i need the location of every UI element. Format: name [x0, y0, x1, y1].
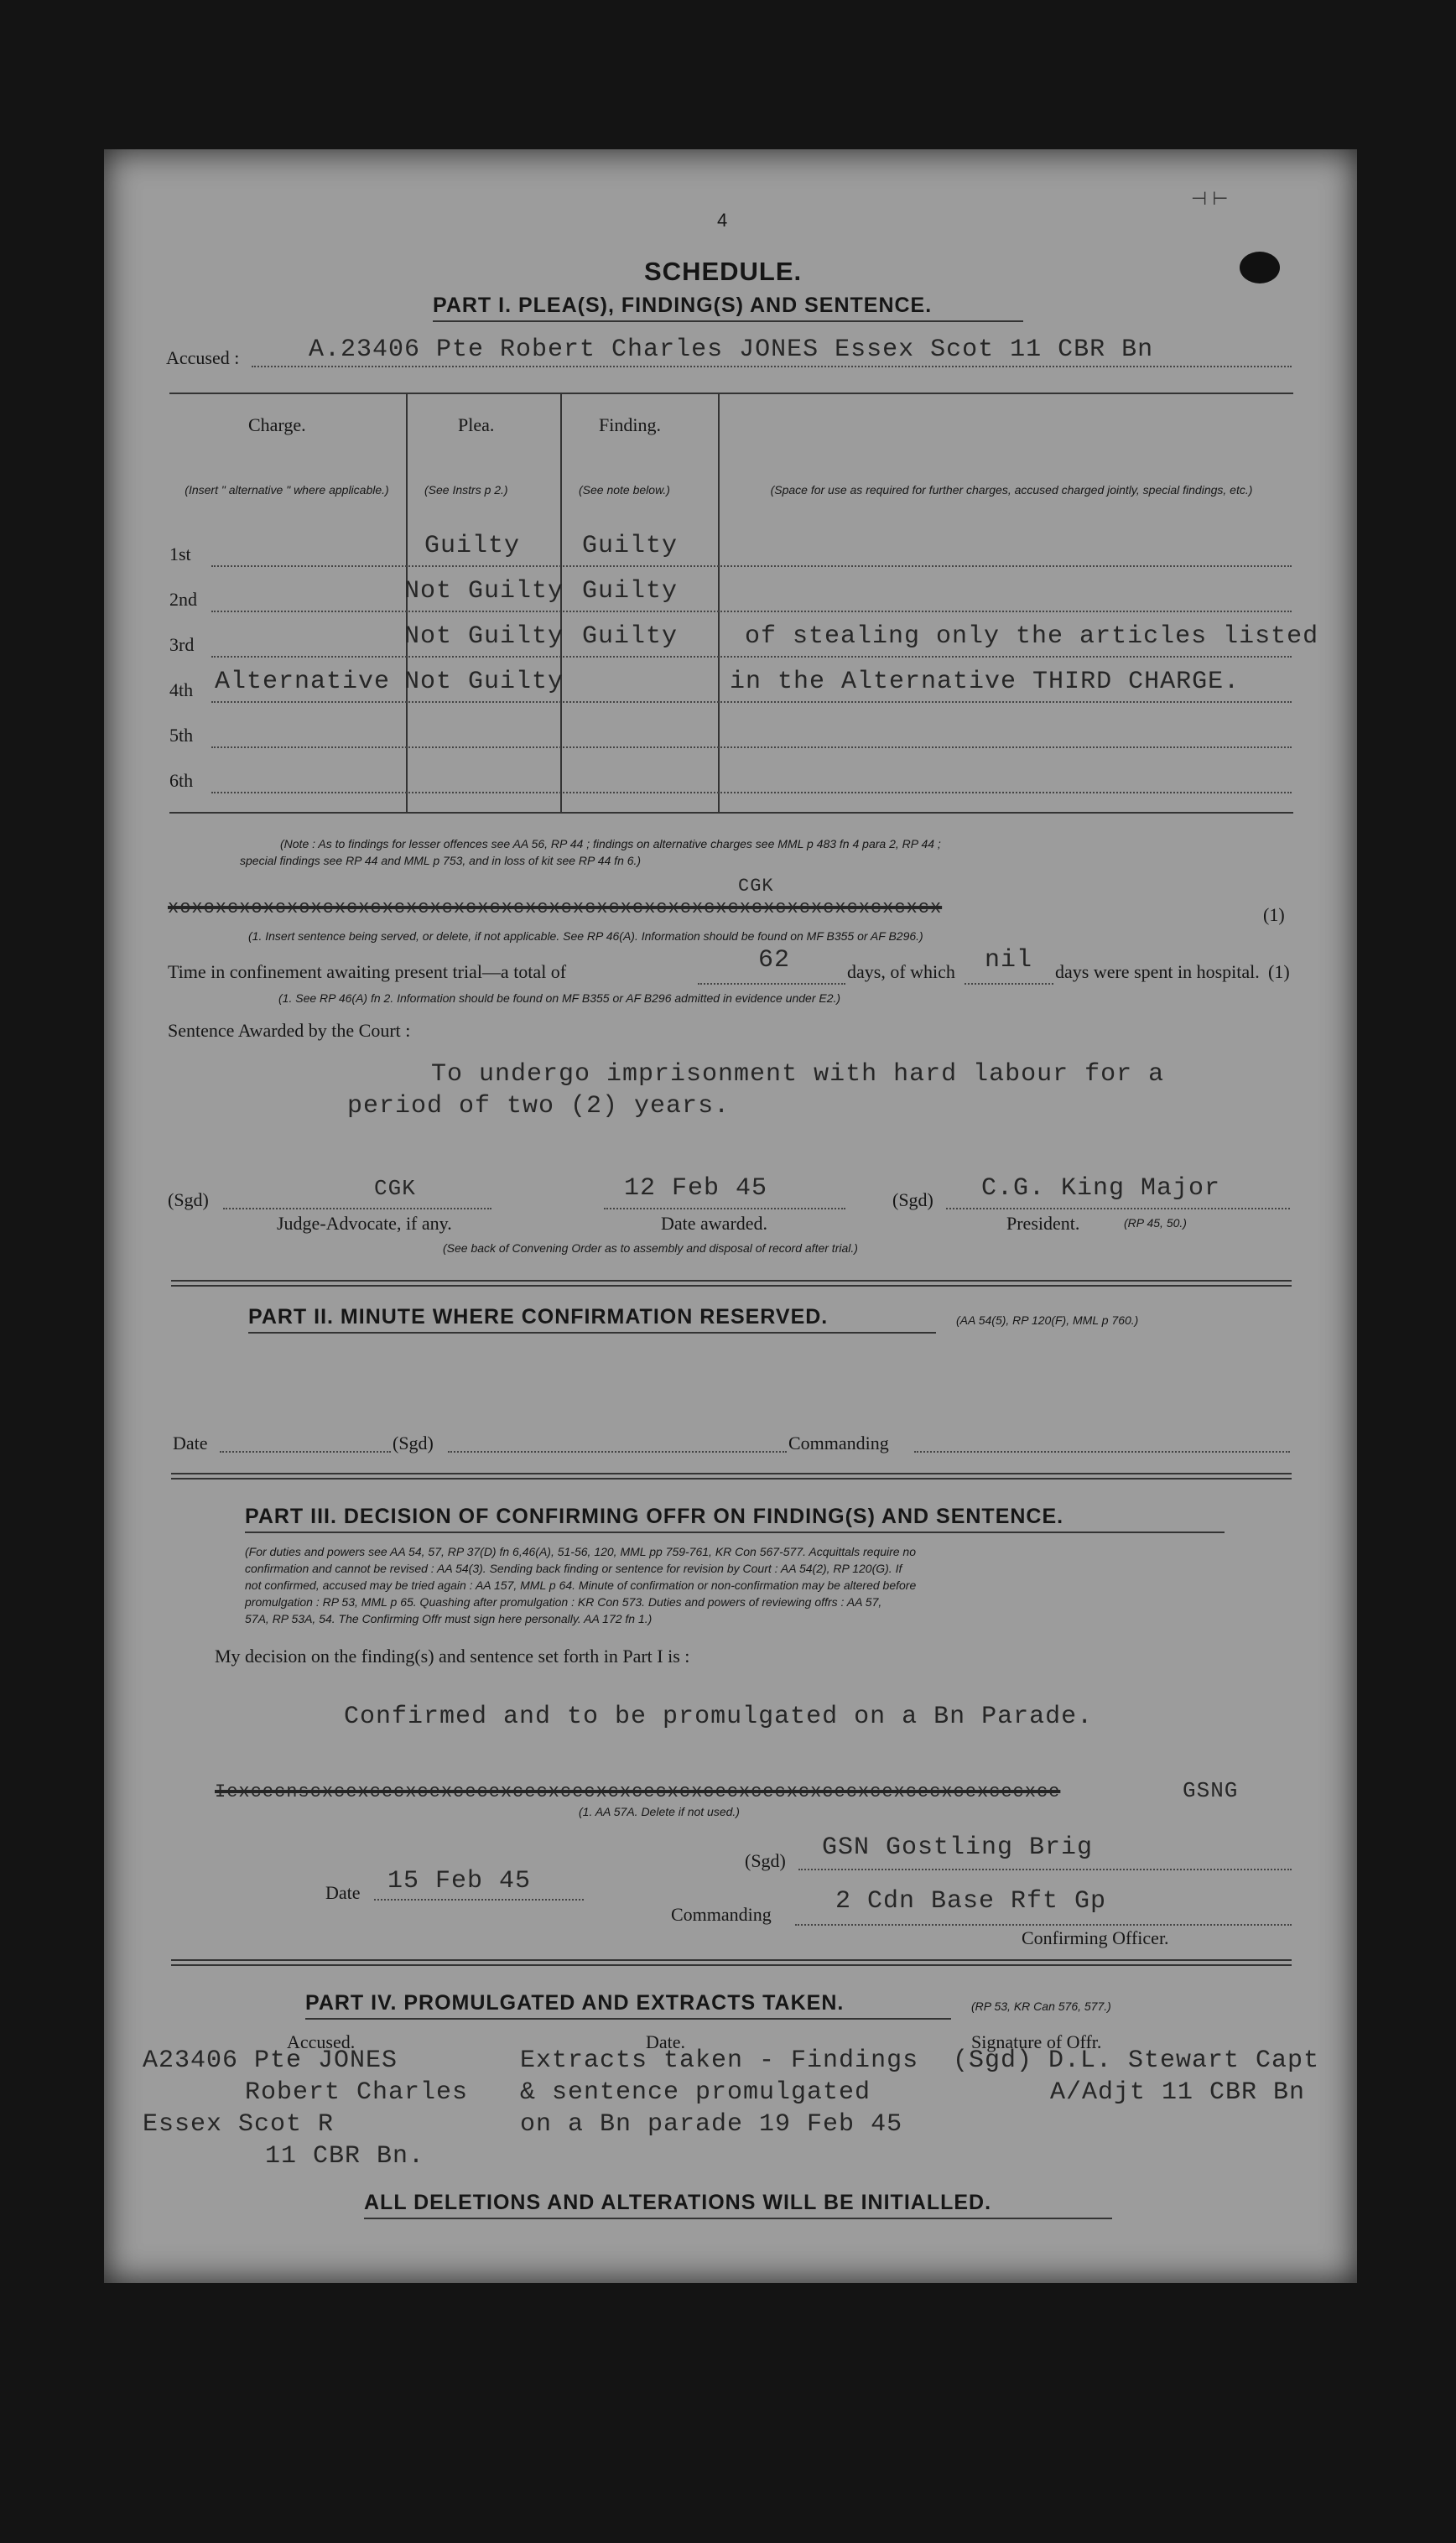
part2-sgd-label: (Sgd): [393, 1433, 434, 1454]
judge-advocate-label: Judge-Advocate, if any.: [277, 1213, 452, 1234]
deletions-footer: ALL DELETIONS AND ALTERATIONS WILL BE INITIALLED.: [364, 2191, 992, 2214]
col-note-charge: (Insert " alternative " where applicable.): [185, 483, 389, 497]
col-signature: Signature of Offr.: [971, 2031, 1102, 2052]
row-plea: Not Guilty: [404, 622, 564, 651]
col-note-space: (Space for use as required for further charges, accused charged jointly, special findings, etc.): [770, 483, 1253, 497]
part3-commanding-line: [795, 1924, 1292, 1926]
part2-date-label: Date: [173, 1433, 208, 1454]
accused-line: Robert Charles: [245, 2078, 469, 2107]
part3-note: 57A, RP 53A, 54. The Confirming Offr must sign here personally. AA 172 fn 1.): [245, 1612, 653, 1625]
hospital-text: days were spent in hospital.: [1055, 961, 1260, 982]
signature-line: (Sgd) D.L. Stewart Capt: [953, 2046, 1320, 2075]
struck-line-note: (1. Insert sentence being served, or delete, if not applicable. See RP 46(A). Information should be found on MF B355 or AF B296.): [248, 929, 923, 943]
president-line: [946, 1208, 1290, 1209]
president-value: C.G. King Major: [981, 1174, 1221, 1203]
row-ordinal: 6th: [169, 770, 194, 791]
part4-heading-underline: [305, 2018, 951, 2020]
part1-heading: PART I. PLEA(S), FINDING(S) AND SENTENCE.: [433, 294, 933, 317]
row-plea: Not Guilty: [404, 577, 564, 606]
col-divider-finding: [718, 393, 720, 812]
col-note-plea: (See Instrs p 2.): [424, 483, 508, 497]
page-number: 4: [717, 210, 728, 231]
date-awarded-line: [604, 1208, 845, 1209]
part3-heading-underline: [245, 1532, 1225, 1533]
col-header-finding: Finding.: [599, 414, 661, 435]
struck-sentence-line: xoxoxcxoxcxoxcxcxcxcxcxcxcxcxcxcxcxcxcxcxcxcxcxcxcxcxcxcxcxcxcxcx: [168, 897, 943, 918]
divider: [171, 1964, 1292, 1966]
findings-note-1: (Note : As to findings for lesser offences see AA 56, RP 44 ; findings on alternative charges see MML p 483 fn 4 para 2, RP 44 ;: [280, 837, 941, 850]
row-line: [211, 611, 1292, 612]
confinement-note: (1. See RP 46(A) fn 2. Information should be found on MF B355 or AF B296 admitted in evidence under E2.): [278, 991, 841, 1005]
row-ordinal: 3rd: [169, 634, 195, 655]
ink-blot: [1240, 252, 1280, 283]
row-finding: Guilty: [582, 622, 679, 651]
divider: [171, 1473, 1292, 1474]
confirming-officer-label: Confirming Officer.: [1022, 1927, 1169, 1948]
sgd-label-president: (Sgd): [892, 1189, 933, 1210]
part2-heading: PART II. MINUTE WHERE CONFIRMATION RESERVED.: [248, 1305, 829, 1329]
part2-commanding-line: [914, 1451, 1290, 1453]
accused-line: Essex Scot R: [143, 2110, 335, 2139]
judge-advocate-line: [223, 1208, 491, 1209]
part2-date-line: [220, 1451, 391, 1453]
sentence-label: Sentence Awarded by the Court :: [168, 1020, 411, 1041]
row-line: [211, 701, 1292, 703]
decision-text: Confirmed and to be promulgated on a Bn Parade.: [344, 1703, 1094, 1731]
sentence-line-1: To undergo imprisonment with hard labour for a: [431, 1060, 1165, 1089]
confinement-days-line: [698, 983, 845, 985]
struck-decision-note: (1. AA 57A. Delete if not used.): [579, 1805, 740, 1818]
part2-commanding-label: Commanding: [788, 1433, 889, 1454]
divider: [171, 1478, 1292, 1480]
special-finding-line1: of stealing only the articles listed: [745, 622, 1319, 651]
part3-sgd-value: GSN Gostling Brig: [822, 1833, 1094, 1862]
findings-note-2: special findings see RP 44 and MML p 753, and in loss of kit see RP 44 fn 6.): [240, 854, 642, 867]
hospital-days-line: [965, 983, 1053, 985]
part3-heading: PART III. DECISION OF CONFIRMING OFFR ON FINDING(S) AND SENTENCE.: [245, 1505, 1064, 1528]
part2-sgd-line: [448, 1451, 787, 1453]
table-bottom: [169, 812, 1293, 814]
row-ordinal: 4th: [169, 679, 194, 700]
part3-date-line: [374, 1899, 584, 1901]
part2-heading-underline: [248, 1332, 936, 1334]
part4-heading: PART IV. PROMULGATED AND EXTRACTS TAKEN.: [305, 1991, 845, 2015]
row-charge: Alternative: [215, 668, 391, 696]
part3-note: (For duties and powers see AA 54, 57, RP 37(D) fn 6,46(A), 51-56, 120, MML pp 759-761, KR Con 567-577. Acquittals require no: [245, 1545, 916, 1558]
signature-line: A/Adjt 11 CBR Bn: [1050, 2078, 1306, 2107]
row-line: [211, 746, 1292, 748]
accused-label: Accused :: [166, 347, 240, 368]
sgd-label-judge: (Sgd): [168, 1189, 209, 1210]
convening-note: (See back of Convening Order as to assembly and disposal of record after trial.): [443, 1241, 858, 1255]
part3-sgd-label: (Sgd): [745, 1850, 786, 1871]
struck-decision-line: Iexcecnscxcexcecxcexcecexcecxcecxcxcecxcxcecxcecxcxcecxcexcecxcexcecxce: [215, 1781, 1061, 1802]
struck-line-ref: (1): [1263, 904, 1285, 925]
part3-note: confirmation and cannot be revised : AA 54(3). Sending back finding or sentence for revision by Court : AA 54(2), RP 120(G). If: [245, 1562, 902, 1575]
part3-commanding-value: 2 Cdn Base Rft Gp: [835, 1887, 1107, 1916]
divider: [171, 1285, 1292, 1287]
sentence-line-2: period of two (2) years.: [347, 1092, 731, 1121]
col-header-plea: Plea.: [458, 414, 495, 435]
row-line: [211, 656, 1292, 658]
row-line: [211, 792, 1292, 793]
divider: [171, 1280, 1292, 1282]
row-ordinal: 5th: [169, 725, 194, 746]
row-ordinal: 2nd: [169, 589, 197, 610]
row-ordinal: 1st: [169, 543, 191, 564]
col-note-finding: (See note below.): [579, 483, 670, 497]
col-date: Date.: [646, 2031, 686, 2052]
decision-label: My decision on the finding(s) and sentence set forth in Part I is :: [215, 1646, 690, 1667]
accused-value: A.23406 Pte Robert Charles JONES Essex Scot 11 CBR Bn: [309, 335, 1154, 364]
confinement-days: 62: [758, 946, 791, 975]
part3-date-label: Date: [325, 1882, 361, 1903]
row-finding: Guilty: [582, 532, 679, 560]
part3-note: not confirmed, accused may be tried again : AA 157, MML p 64. Minute of confirmation or non-confirmation may be altered before: [245, 1578, 917, 1592]
part1-heading-underline: [433, 320, 1023, 322]
president-ref: (RP 45, 50.): [1124, 1216, 1187, 1230]
promulgation-line: & sentence promulgated: [520, 2078, 871, 2107]
row-finding: Guilty: [582, 577, 679, 606]
schedule-title: SCHEDULE.: [644, 257, 803, 286]
days-of-which: days, of which: [847, 961, 955, 982]
hospital-days: nil: [985, 946, 1033, 975]
row-plea: Guilty: [424, 532, 521, 560]
promulgation-line: Extracts taken - Findings: [520, 2046, 919, 2075]
part4-ref: (RP 53, KR Can 576, 577.): [971, 2000, 1111, 2013]
part3-note: promulgation : RP 53, MML p 65. Quashing after promulgation : KR Con 573. Duties and powers of reviewing offrs : AA 57,: [245, 1595, 882, 1609]
accused-line: A23406 Pte JONES: [143, 2046, 398, 2075]
part3-commanding-label: Commanding: [671, 1904, 772, 1925]
accused-line: 11 CBR Bn.: [265, 2142, 425, 2171]
col-header-charge: Charge.: [248, 414, 306, 435]
part3-sgd-line: [798, 1869, 1292, 1870]
part2-ref: (AA 54(5), RP 120(F), MML p 760.): [956, 1313, 1139, 1327]
special-finding-line2: in the Alternative THIRD CHARGE.: [730, 668, 1240, 696]
struck-initials: GSNG: [1183, 1778, 1239, 1803]
promulgation-line: on a Bn parade 19 Feb 45: [520, 2110, 903, 2139]
judge-advocate-value: CGK: [374, 1176, 416, 1201]
date-awarded-label: Date awarded.: [661, 1213, 768, 1234]
date-awarded-value: 12 Feb 45: [624, 1174, 768, 1203]
table-top: [169, 393, 1293, 394]
part3-date-value: 15 Feb 45: [387, 1867, 532, 1896]
accused-line: [252, 366, 1292, 367]
footer-underline: [364, 2218, 1112, 2219]
row-plea: Not Guilty: [404, 668, 564, 696]
president-label: President.: [1006, 1213, 1080, 1234]
confinement-label: Time in confinement awaiting present trial—a total of: [168, 961, 567, 982]
corner-mark: ⊣ ⊢: [1191, 188, 1229, 209]
hospital-ref: (1): [1268, 961, 1290, 982]
row-line: [211, 565, 1292, 567]
initials-cgk: CGK: [738, 876, 774, 897]
divider: [171, 1959, 1292, 1961]
col-accused: Accused.: [287, 2031, 356, 2052]
